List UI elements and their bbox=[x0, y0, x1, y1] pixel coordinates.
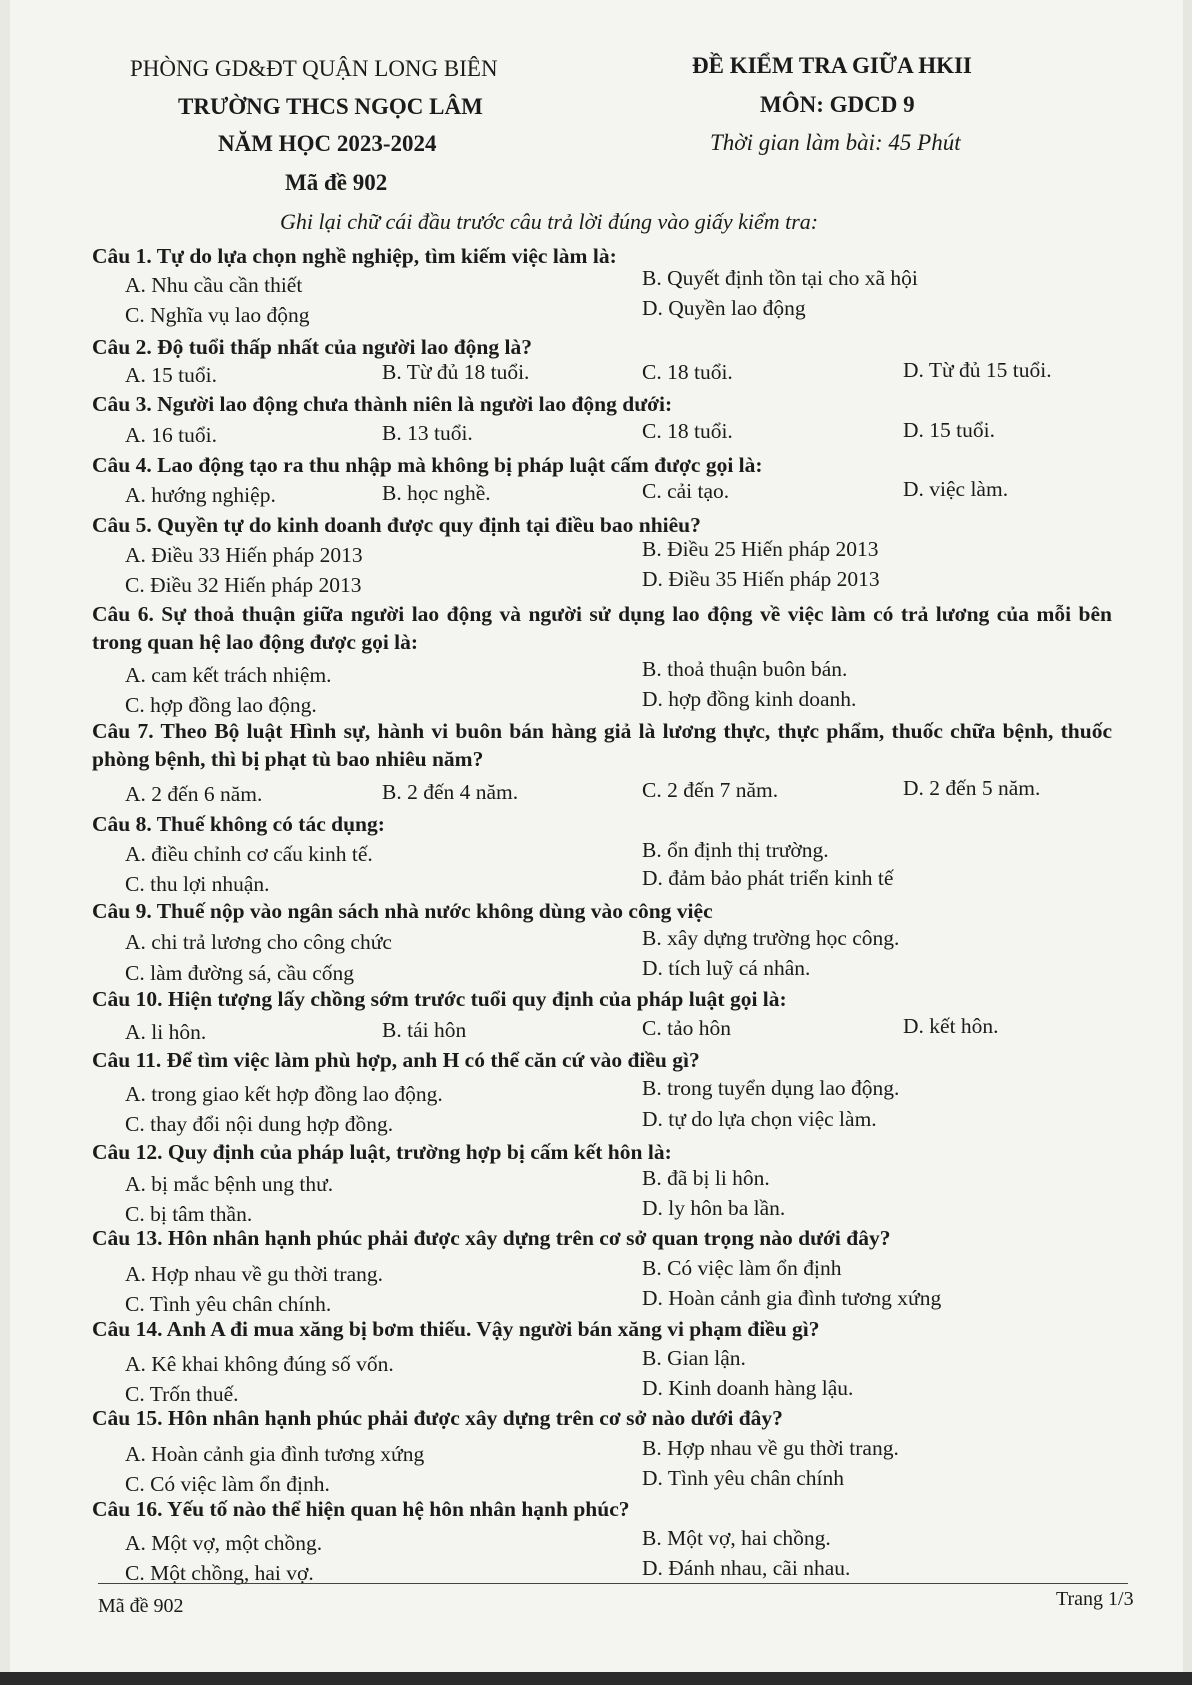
q16-option-c: C. Một chồng, hai vợ. bbox=[125, 1561, 314, 1585]
q12-option-d: D. ly hôn ba lần. bbox=[642, 1196, 786, 1220]
q6-option-b: B. thoả thuận buôn bán. bbox=[642, 657, 848, 681]
q16-option-b: B. Một vợ, hai chồng. bbox=[642, 1526, 831, 1550]
scan-edge-right bbox=[1183, 0, 1192, 1685]
question-12: Câu 12. Quy định của pháp luật, trường hợp bị cấm kết hôn là: bbox=[92, 1140, 672, 1164]
q12-option-b: B. đã bị li hôn. bbox=[642, 1166, 770, 1190]
question-8: Câu 8. Thuế không có tác dụng: bbox=[92, 812, 385, 836]
q14-option-c: C. Trốn thuế. bbox=[125, 1382, 239, 1406]
q14-option-d: D. Kinh doanh hàng lậu. bbox=[642, 1376, 854, 1400]
q10-option-d: D. kết hôn. bbox=[903, 1014, 999, 1038]
question-5: Câu 5. Quyền tự do kinh doanh được quy định tại điều bao nhiêu? bbox=[92, 513, 701, 537]
q3-option-d: D. 15 tuổi. bbox=[903, 418, 995, 442]
q13-option-a: A. Hợp nhau về gu thời trang. bbox=[125, 1262, 383, 1286]
footer-exam-code: Mã đề 902 bbox=[98, 1595, 184, 1617]
q5-option-c: C. Điều 32 Hiến pháp 2013 bbox=[125, 573, 362, 597]
footer-divider bbox=[98, 1583, 1128, 1584]
q7-option-d: D. 2 đến 5 năm. bbox=[903, 776, 1041, 800]
page-number: Trang 1/3 bbox=[1056, 1588, 1134, 1610]
question-10: Câu 10. Hiện tượng lấy chồng sớm trước tuổi quy định của pháp luật gọi là: bbox=[92, 987, 787, 1011]
question-2: Câu 2. Độ tuổi thấp nhất của người lao động là? bbox=[92, 335, 532, 359]
q1-option-c: C. Nghĩa vụ lao động bbox=[125, 303, 310, 327]
exam-title: ĐỀ KIỂM TRA GIỮA HKII bbox=[692, 53, 972, 78]
q2-option-d: D. Từ đủ 15 tuổi. bbox=[903, 358, 1052, 382]
department-name: PHÒNG GD&ĐT QUẬN LONG BIÊN bbox=[130, 56, 498, 81]
q11-option-b: B. trong tuyển dụng lao động. bbox=[642, 1076, 900, 1100]
q4-option-a: A. hướng nghiệp. bbox=[125, 483, 276, 507]
q3-option-a: A. 16 tuổi. bbox=[125, 423, 217, 447]
question-15: Câu 15. Hôn nhân hạnh phúc phải được xây dựng trên cơ sở nào dưới đây? bbox=[92, 1406, 783, 1430]
q14-option-b: B. Gian lận. bbox=[642, 1346, 746, 1370]
q2-option-c: C. 18 tuổi. bbox=[642, 360, 733, 384]
q15-option-b: B. Hợp nhau về gu thời trang. bbox=[642, 1436, 899, 1460]
q11-option-d: D. tự do lựa chọn việc làm. bbox=[642, 1107, 877, 1131]
q11-option-a: A. trong giao kết hợp đồng lao động. bbox=[125, 1082, 443, 1106]
q2-option-a: A. 15 tuổi. bbox=[125, 363, 217, 387]
q15-option-a: A. Hoàn cảnh gia đình tương xứng bbox=[125, 1442, 425, 1466]
q8-option-b: B. ổn định thị trường. bbox=[642, 838, 829, 862]
q1-option-d: D. Quyền lao động bbox=[642, 296, 806, 320]
q4-option-c: C. cải tạo. bbox=[642, 479, 730, 503]
question-6: Câu 6. Sự thoả thuận giữa người lao động và người sử dụng lao động về việc làm có trả lương của mỗi bên trong quan hệ lao động được gọi là: bbox=[92, 602, 1112, 654]
school-name: TRƯỜNG THCS NGỌC LÂM bbox=[178, 94, 483, 119]
q5-option-d: D. Điều 35 Hiến pháp 2013 bbox=[642, 567, 880, 591]
question-1: Câu 1. Tự do lựa chọn nghề nghiệp, tìm kiếm việc làm là: bbox=[92, 244, 617, 268]
q5-option-a: A. Điều 33 Hiến pháp 2013 bbox=[125, 543, 363, 567]
q13-option-b: B. Có việc làm ổn định bbox=[642, 1256, 842, 1280]
q8-option-a: A. điều chỉnh cơ cấu kinh tế. bbox=[125, 842, 373, 866]
question-7: Câu 7. Theo Bộ luật Hình sự, hành vi buôn bán hàng giả là lương thực, thực phẩm, thuốc chữa bệnh, thuốc phòng bệnh, thì bị phạt tù bao nhiêu năm? bbox=[92, 719, 1112, 771]
q10-option-b: B. tái hôn bbox=[382, 1018, 467, 1042]
question-13: Câu 13. Hôn nhân hạnh phúc phải được xây dựng trên cơ sở quan trọng nào dưới đây? bbox=[92, 1226, 891, 1250]
question-16: Câu 16. Yếu tố nào thể hiện quan hệ hôn nhân hạnh phúc? bbox=[92, 1497, 630, 1521]
q1-option-b: B. Quyết định tồn tại cho xã hội bbox=[642, 266, 918, 290]
q14-option-a: A. Kê khai không đúng số vốn. bbox=[125, 1352, 394, 1376]
q10-option-c: C. tảo hôn bbox=[642, 1016, 731, 1040]
q6-option-c: C. hợp đồng lao động. bbox=[125, 693, 317, 717]
q3-option-c: C. 18 tuổi. bbox=[642, 419, 733, 443]
time-allowed: Thời gian làm bài: 45 Phút bbox=[710, 130, 961, 155]
q7-option-b: B. 2 đến 4 năm. bbox=[382, 780, 519, 804]
q12-option-a: A. bị mắc bệnh ung thư. bbox=[125, 1172, 334, 1196]
q9-option-a: A. chi trả lương cho công chức bbox=[125, 930, 392, 954]
instruction: Ghi lại chữ cái đầu trước câu trả lời đúng vào giấy kiểm tra: bbox=[280, 209, 819, 234]
q16-option-d: D. Đánh nhau, cãi nhau. bbox=[642, 1556, 851, 1580]
subject-title: MÔN: GDCD 9 bbox=[760, 92, 915, 117]
question-3: Câu 3. Người lao động chưa thành niên là người lao động dưới: bbox=[92, 392, 673, 416]
q13-option-c: C. Tình yêu chân chính. bbox=[125, 1292, 332, 1316]
q15-option-c: C. Có việc làm ổn định. bbox=[125, 1472, 330, 1496]
q1-option-a: A. Nhu cầu cần thiết bbox=[125, 273, 303, 297]
q15-option-d: D. Tình yêu chân chính bbox=[642, 1466, 845, 1490]
q13-option-d: D. Hoàn cảnh gia đình tương xứng bbox=[642, 1286, 942, 1310]
q7-option-c: C. 2 đến 7 năm. bbox=[642, 778, 779, 802]
exam-code: Mã đề 902 bbox=[285, 170, 388, 195]
q8-option-d: D. đảm bảo phát triển kinh tế bbox=[642, 866, 894, 890]
scan-edge-bottom bbox=[0, 1672, 1192, 1685]
q7-option-a: A. 2 đến 6 năm. bbox=[125, 782, 263, 806]
scan-edge-left bbox=[0, 0, 10, 1685]
q4-option-d: D. việc làm. bbox=[903, 477, 1009, 501]
q5-option-b: B. Điều 25 Hiến pháp 2013 bbox=[642, 537, 879, 561]
q2-option-b: B. Từ đủ 18 tuổi. bbox=[382, 360, 530, 384]
q12-option-c: C. bị tâm thần. bbox=[125, 1202, 253, 1226]
question-9: Câu 9. Thuế nộp vào ngân sách nhà nước không dùng vào công việc bbox=[92, 899, 713, 923]
question-14: Câu 14. Anh A đi mua xăng bị bơm thiếu. Vậy người bán xăng vi phạm điều gì? bbox=[92, 1317, 820, 1341]
q3-option-b: B. 13 tuổi. bbox=[382, 421, 473, 445]
q9-option-d: D. tích luỹ cá nhân. bbox=[642, 956, 811, 980]
school-year: NĂM HỌC 2023-2024 bbox=[218, 131, 437, 156]
q9-option-b: B. xây dựng trường học công. bbox=[642, 926, 900, 950]
q4-option-b: B. học nghề. bbox=[382, 481, 491, 505]
q11-option-c: C. thay đổi nội dung hợp đồng. bbox=[125, 1112, 394, 1136]
q6-option-d: D. hợp đồng kinh doanh. bbox=[642, 687, 857, 711]
question-11: Câu 11. Để tìm việc làm phù hợp, anh H có thể căn cứ vào điều gì? bbox=[92, 1048, 700, 1072]
q10-option-a: A. li hôn. bbox=[125, 1020, 207, 1044]
q6-option-a: A. cam kết trách nhiệm. bbox=[125, 663, 332, 687]
q8-option-c: C. thu lợi nhuận. bbox=[125, 872, 270, 896]
question-4: Câu 4. Lao động tạo ra thu nhập mà không bị pháp luật cấm được gọi là: bbox=[92, 453, 763, 477]
q9-option-c: C. làm đường sá, cầu cống bbox=[125, 961, 355, 985]
q16-option-a: A. Một vợ, một chồng. bbox=[125, 1531, 323, 1555]
